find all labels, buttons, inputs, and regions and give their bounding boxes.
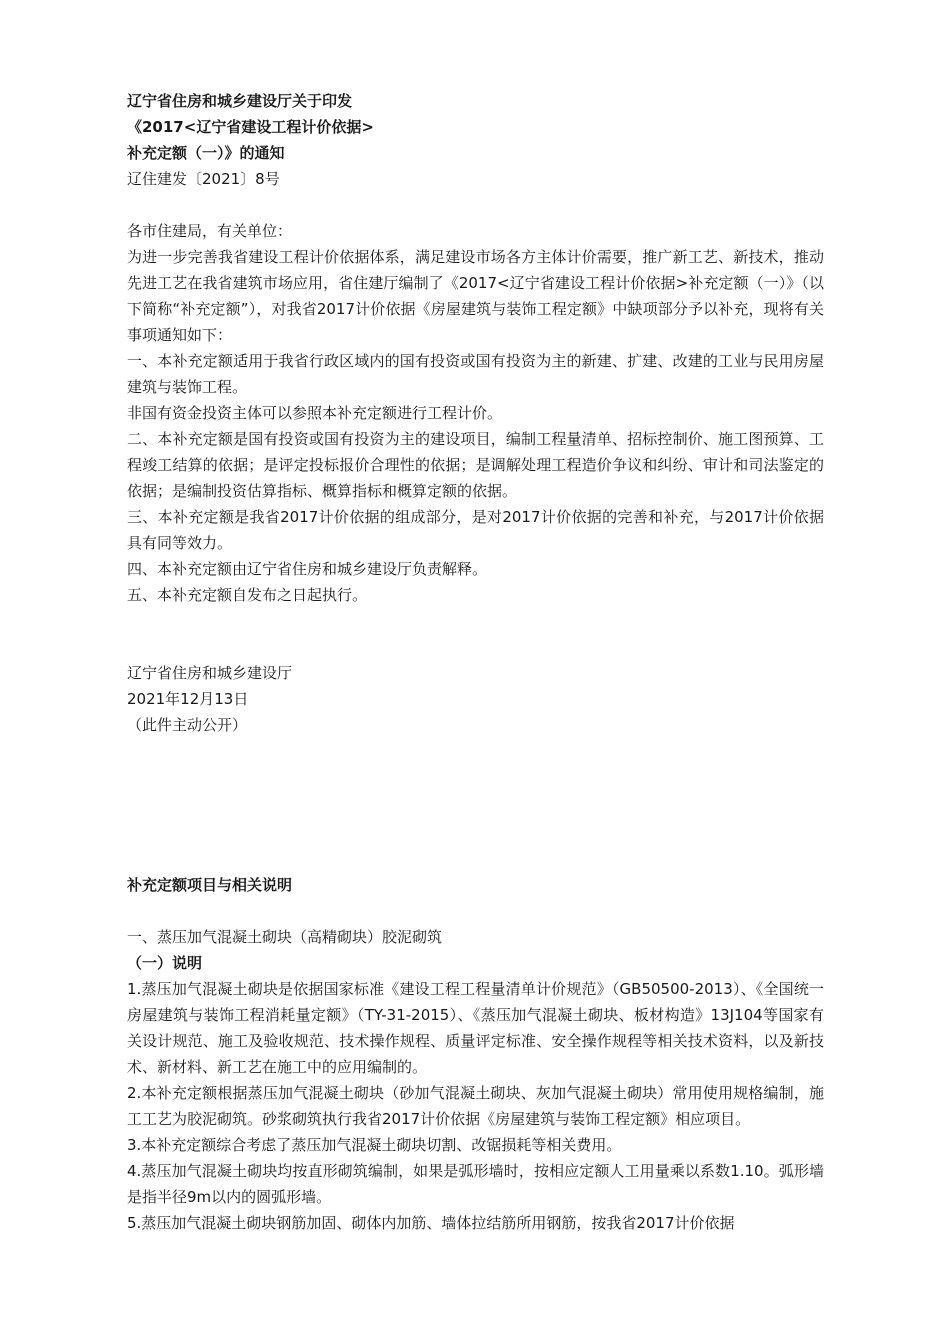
explanation-point: 1.蒸压加气混凝土砌块是依据国家标准《建设工程工程量清单计价规范》（GB50500-2013）、《全国统一房屋建筑与装饰工程消耗量定额》（TY-31-2015）、《蒸压加气混凝土砌块、板材构造》13J104等国家有关设计规范、施工及验收规范、技术操作规程、质量评定标准、安全操作规程等相关技术资料，以及新技术、新材料、新工艺在施工中的应用编制的。: [127, 980, 824, 1076]
notice-title-line-3: 补充定额（一）》的通知: [127, 144, 285, 162]
subsection-title: （一）说明: [127, 954, 203, 972]
intro-paragraph: 为进一步完善我省建设工程计价依据体系，满足建设市场各方主体计价需要，推广新工艺、新技术，推动先进工艺在我省建筑市场应用，省住建厅编制了《2017<辽宁省建设工程计价依据>补充定额（一）》（以下简称“补充定额”），对我省2017计价依据《房屋建筑与装饰工程定额》中缺项部分予以补充，现将有关事项通知如下：: [127, 248, 824, 344]
doc-number: 辽住建发〔2021〕8号: [127, 170, 280, 188]
notice-item: 一、本补充定额适用于我省行政区域内的国有投资或国有投资为主的新建、扩建、改建的工业与民用房屋建筑与装饰工程。: [127, 352, 824, 396]
explanation-point: 2.本补充定额根据蒸压加气混凝土砌块（砂加气混凝土砌块、灰加气混凝土砌块）常用使用规格编制，施工工艺为胶泥砌筑。砂浆砌筑执行我省2017计价依据《房屋建筑与装饰工程定额》相应项目。: [127, 1084, 824, 1128]
notice-item: 五、本补充定额自发布之日起执行。: [127, 586, 368, 604]
document-page: [127, 88, 824, 1236]
explanation-point: 3.本补充定额综合考虑了蒸压加气混凝土砌块切割、改锯损耗等相关费用。: [127, 1136, 622, 1154]
notice-title-line-1: 辽宁省住房和城乡建设厅关于印发: [127, 92, 353, 110]
notice-item: 二、本补充定额是国有投资或国有投资为主的建设项目，编制工程量清单、招标控制价、施工图预算、工程竣工结算的依据；是评定投标报价合理性的依据；是调解处理工程造价争议和纠纷、审计和司法鉴定的依据；是编制投资估算指标、概算指标和概算定额的依据。: [127, 430, 824, 500]
signature-org: 辽宁省住房和城乡建设厅: [127, 664, 293, 682]
explanation-point: 5.蒸压加气混凝土砌块钢筋加固、砌体内加筋、墙体拉结筋所用钢筋，按我省2017计价依据: [127, 1214, 735, 1232]
signature-date: 2021年12月13日: [127, 690, 249, 708]
notice-item: 非国有资金投资主体可以参照本补充定额进行工程计价。: [127, 404, 503, 422]
notice-item: 四、本补充定额由辽宁省住房和城乡建设厅负责解释。: [127, 560, 488, 578]
disclosure-note: （此件主动公开）: [127, 716, 248, 734]
notice-title-line-2: 《2017<辽宁省建设工程计价依据>: [127, 118, 374, 136]
supplement-heading: 补充定额项目与相关说明: [127, 876, 293, 894]
notice-item: 三、本补充定额是我省2017计价依据的组成部分，是对2017计价依据的完善和补充，与2017计价依据具有同等效力。: [127, 508, 824, 552]
explanation-point: 4.蒸压加气混凝土砌块均按直形砌筑编制，如果是弧形墙时，按相应定额人工用量乘以系数1.10。弧形墙是指半径9m以内的圆弧形墙。: [127, 1162, 824, 1206]
section-title: 一、蒸压加气混凝土砌块（高精砌块）胶泥砌筑: [127, 928, 443, 946]
salutation: 各市住建局，有关单位：: [127, 222, 293, 240]
